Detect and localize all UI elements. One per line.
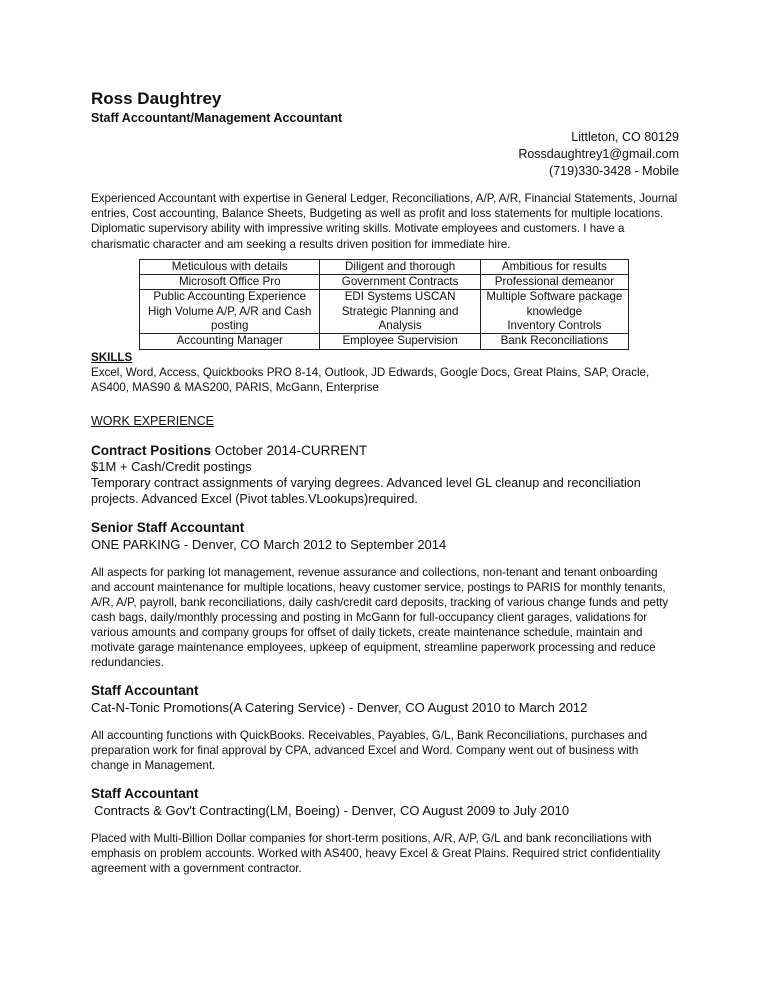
table-cell: Employee Supervision: [320, 334, 480, 349]
table-cell: Bank Reconciliations: [480, 334, 628, 349]
job-entry: [91, 682, 679, 773]
job-subline: $1M + Cash/Credit postings: [91, 458, 252, 474]
job-title: Staff Accountant: [91, 786, 199, 802]
table-cell: Professional demeanor: [480, 275, 628, 290]
contact-phone: (719)330-3428 - Mobile: [549, 164, 679, 178]
skills-heading: SKILLS: [91, 350, 133, 364]
table-cell: Multiple Software package knowledge: [486, 290, 623, 318]
table-row: [140, 275, 629, 290]
contact-location: Littleton, CO 80129: [571, 130, 679, 144]
table-cell: Strategic Planning and Analysis: [341, 304, 459, 332]
job-dates: October 2014-CURRENT: [214, 442, 368, 458]
table-row: [140, 290, 629, 334]
table-cell: Microsoft Office Pro: [140, 275, 320, 290]
candidate-name: Ross Daughtrey: [91, 89, 222, 108]
work-experience-heading: WORK EXPERIENCE: [91, 413, 214, 428]
job-employer-line: Cat-N-Tonic Promotions(A Catering Service) - Denver, CO August 2010 to March 2012: [91, 700, 588, 716]
table-cell-stack: [320, 290, 480, 334]
table-cell: Government Contracts: [320, 275, 480, 290]
job-title: Senior Staff Accountant: [91, 520, 245, 536]
job-entry: [91, 442, 679, 508]
table-cell: Meticulous with details: [140, 259, 320, 274]
table-cell: Public Accounting Experience: [153, 290, 307, 304]
job-employer-line: Contracts & Gov't Contracting(LM, Boeing) - Denver, CO August 2009 to July 2010: [94, 803, 570, 819]
job-description: All aspects for parking lot management, revenue assurance and collections, non-tenant and tenant onboarding and account maintenance for multiple locations, heavy customer service, postings to PARIS for monthly tenants, A/R, A/P, payroll, bank reconciliations, daily cash/credit card deposits, tracking of various change funds and petty cash bags, daily/monthly processing and posting in McGann for full-occupancy client garages, validations for various amounts and company groups for offset of daily tickets, create maintenance schedule, maintain and motivate garage maintenance employees, upkeep of equipment, streamline paperwork processing and reduce redundancies.: [91, 566, 669, 670]
summary-paragraph: Experienced Accountant with expertise in General Ledger, Reconciliations, A/P, A/R, Financial Statements, Journal entries, Cost accounting, Balance Sheets, Budgeting as well as profit and loss statements for multiple locations. Diplomatic supervisory ability with impressive writing skills. Motivate employees and customers. I have a charismatic character and am seeking a results driven position for immediate hire.: [91, 192, 678, 251]
job-description: Temporary contract assignments of varying degrees. Advanced level GL cleanup and reconciliation projects. Advanced Excel (Pivot tables.VLookups)required.: [91, 476, 641, 507]
table-row: [140, 334, 629, 349]
table-cell-stack: [480, 290, 628, 334]
table-cell: Inventory Controls: [507, 319, 602, 332]
skills-grid-table: [139, 259, 629, 350]
table-cell: EDI Systems USCAN: [344, 290, 456, 304]
table-cell: Ambitious for results: [480, 259, 628, 274]
job-title: Staff Accountant: [91, 683, 199, 699]
job-title-line: [91, 442, 679, 459]
contact-email: Rossdaughtrey1@gmail.com: [518, 147, 679, 161]
table-row: [140, 259, 629, 274]
job-entry: [91, 785, 679, 876]
job-title: Contract Positions: [91, 442, 212, 458]
table-cell: Diligent and thorough: [320, 259, 480, 274]
table-cell-stack: [140, 290, 320, 334]
job-description: Placed with Multi-Billion Dollar companies for short-term positions, A/R, A/P, G/L and bank reconciliations with emphasis on problem accounts. Worked with AS400, heavy Excel & Great Plains. Required strict confidentiality agreement with a government contractor.: [91, 832, 661, 876]
table-cell: High Volume A/P, A/R and Cash posting: [147, 304, 312, 332]
job-description: All accounting functions with QuickBooks. Receivables, Payables, G/L, Bank Reconciliations, purchases and preparation work for final approval by CPA, advanced Excel and Word. Company went out of business with change in Management.: [91, 729, 648, 773]
skills-list: Excel, Word, Access, Quickbooks PRO 8-14, Outlook, JD Edwards, Google Docs, Great Plains, SAP, Oracle, AS400, MAS90 & MAS200, PARIS, McGann, Enterprise: [91, 365, 650, 394]
candidate-title: Staff Accountant/Management Accountant: [91, 111, 343, 125]
resume-page: [91, 88, 679, 876]
contact-block: [91, 129, 679, 180]
job-employer-line: ONE PARKING - Denver, CO March 2012 to September 2014: [91, 537, 447, 553]
table-cell: Accounting Manager: [140, 334, 320, 349]
job-entry: [91, 519, 679, 670]
